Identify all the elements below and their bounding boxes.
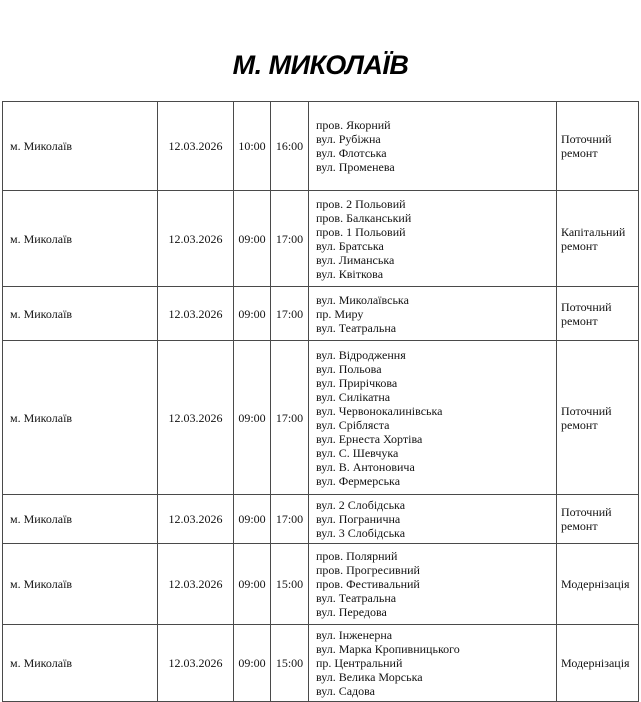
street-line: вул. Погранична bbox=[316, 512, 401, 526]
cell-city: м. Миколаїв bbox=[3, 287, 158, 340]
cell-city: м. Миколаїв bbox=[3, 625, 158, 701]
street-line: пров. 1 Польовий bbox=[316, 224, 406, 239]
street-line: пров. Якорний bbox=[316, 118, 391, 132]
streets-list bbox=[316, 498, 405, 540]
street-line: вул. 2 Слобідська bbox=[316, 498, 406, 512]
table-row bbox=[3, 191, 639, 287]
street-line: вул. Срібляста bbox=[316, 417, 390, 432]
cell-date: 12.03.2026 bbox=[158, 191, 234, 286]
table-row bbox=[3, 287, 639, 341]
street-line: вул. Силікатна bbox=[316, 389, 391, 404]
street-line: пр. Миру bbox=[316, 306, 364, 321]
street-line: вул. С. Шевчука bbox=[316, 445, 399, 460]
cell-work-type: Поточний ремонт bbox=[557, 495, 639, 543]
street-line: вул. Відродження bbox=[316, 347, 406, 362]
cell-work-type: Поточний ремонт bbox=[557, 102, 639, 190]
street-line: вул. Миколаївська bbox=[316, 292, 409, 307]
cell-end-time: 17:00 bbox=[271, 191, 309, 286]
cell-work-type: Капітальний ремонт bbox=[557, 191, 639, 286]
cell-start-time: 09:00 bbox=[234, 341, 271, 494]
streets-list bbox=[316, 293, 409, 335]
outage-schedule-table bbox=[2, 101, 639, 702]
cell-streets bbox=[309, 102, 557, 190]
street-line: вул. Садова bbox=[316, 684, 375, 698]
table-row bbox=[3, 495, 639, 544]
cell-streets bbox=[309, 287, 557, 340]
street-line: вул. Польова bbox=[316, 361, 382, 376]
cell-streets bbox=[309, 544, 557, 624]
cell-city: м. Миколаїв bbox=[3, 191, 158, 286]
table-row bbox=[3, 102, 639, 191]
cell-streets bbox=[309, 341, 557, 494]
cell-date: 12.03.2026 bbox=[158, 625, 234, 701]
streets-list bbox=[316, 348, 442, 488]
street-line: вул. Передова bbox=[316, 605, 387, 619]
cell-end-time: 15:00 bbox=[271, 544, 309, 624]
street-line: вул. Лиманська bbox=[316, 252, 395, 267]
cell-work-type: Поточний ремонт bbox=[557, 341, 639, 494]
cell-date: 12.03.2026 bbox=[158, 287, 234, 340]
street-line: вул. Променева bbox=[316, 160, 395, 174]
street-line: вул. Рубіжна bbox=[316, 132, 381, 146]
street-line: пров. 2 Польовий bbox=[316, 196, 406, 211]
street-line: пров. Полярний bbox=[316, 549, 398, 563]
street-line: вул. Театральна bbox=[316, 320, 397, 335]
cell-city: м. Миколаїв bbox=[3, 341, 158, 494]
cell-end-time: 16:00 bbox=[271, 102, 309, 190]
street-line: вул. Флотська bbox=[316, 146, 387, 160]
street-line: вул. Ернеста Хортіва bbox=[316, 431, 423, 446]
cell-end-time: 17:00 bbox=[271, 341, 309, 494]
table-row bbox=[3, 544, 639, 625]
street-line: пров. Балканський bbox=[316, 210, 412, 225]
cell-start-time: 09:00 bbox=[234, 625, 271, 701]
street-line: вул. Братська bbox=[316, 238, 384, 253]
cell-streets bbox=[309, 191, 557, 286]
cell-work-type: Поточний ремонт bbox=[557, 287, 639, 340]
cell-date: 12.03.2026 bbox=[158, 102, 234, 190]
cell-end-time: 15:00 bbox=[271, 625, 309, 701]
street-line: вул. Фермерська bbox=[316, 473, 401, 488]
cell-city: м. Миколаїв bbox=[3, 495, 158, 543]
cell-start-time: 09:00 bbox=[234, 287, 271, 340]
cell-start-time: 10:00 bbox=[234, 102, 271, 190]
table-row bbox=[3, 625, 639, 702]
street-line: вул. Червонокалинівська bbox=[316, 403, 443, 418]
cell-start-time: 09:00 bbox=[234, 495, 271, 543]
cell-date: 12.03.2026 bbox=[158, 341, 234, 494]
street-line: вул. В. Антоновича bbox=[316, 459, 415, 474]
cell-start-time: 09:00 bbox=[234, 191, 271, 286]
streets-list bbox=[316, 197, 411, 281]
page-title: М. МИКОЛАЇВ bbox=[232, 50, 409, 80]
street-line: вул. 3 Слобідська bbox=[316, 526, 406, 540]
cell-city: м. Миколаїв bbox=[3, 102, 158, 190]
table-row bbox=[3, 341, 639, 495]
street-line: пр. Центральний bbox=[316, 656, 403, 670]
street-line: вул. Марка Кропивницького bbox=[316, 642, 460, 656]
cell-start-time: 09:00 bbox=[234, 544, 271, 624]
cell-city: м. Миколаїв bbox=[3, 544, 158, 624]
street-line: вул. Театральна bbox=[316, 591, 397, 605]
street-line: вул. Прирічкова bbox=[316, 375, 398, 390]
street-line: вул. Велика Морська bbox=[316, 670, 423, 684]
cell-work-type: Модернізація bbox=[557, 544, 639, 624]
cell-end-time: 17:00 bbox=[271, 287, 309, 340]
streets-list bbox=[316, 628, 460, 698]
streets-list bbox=[316, 549, 420, 619]
cell-work-type: Модернізація bbox=[557, 625, 639, 701]
streets-list bbox=[316, 118, 395, 174]
street-line: вул. Інженерна bbox=[316, 628, 393, 642]
street-line: пров. Фестивальний bbox=[316, 577, 420, 591]
cell-date: 12.03.2026 bbox=[158, 544, 234, 624]
cell-date: 12.03.2026 bbox=[158, 495, 234, 543]
cell-end-time: 17:00 bbox=[271, 495, 309, 543]
cell-streets bbox=[309, 625, 557, 701]
cell-streets bbox=[309, 495, 557, 543]
street-line: вул. Квіткова bbox=[316, 266, 384, 281]
street-line: пров. Прогресивний bbox=[316, 563, 420, 577]
